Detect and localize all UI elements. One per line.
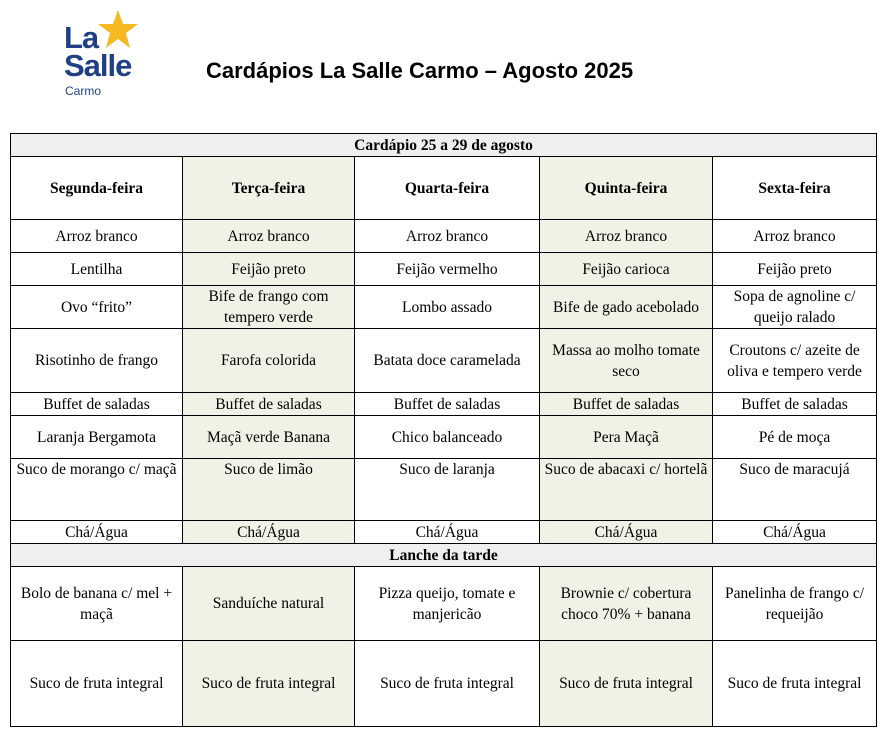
menu-cell: Buffet de saladas	[540, 393, 713, 416]
menu-cell: Suco de abacaxi c/ hortelã	[540, 459, 713, 521]
snack-section-row	[11, 544, 877, 567]
snack-section-title: Lanche da tarde	[11, 544, 877, 567]
menu-row	[11, 286, 877, 329]
la-salle-logo	[64, 8, 144, 100]
menu-cell: Buffet de saladas	[713, 393, 877, 416]
snack-cell: Suco de fruta integral	[713, 641, 877, 727]
menu-cell: Feijão carioca	[540, 253, 713, 286]
page-title: Cardápios La Salle Carmo – Agosto 2025	[206, 58, 634, 83]
menu-cell: Suco de laranja	[355, 459, 540, 521]
menu-row	[11, 220, 877, 253]
menu-cell: Sopa de agnoline c/ queijo ralado	[713, 286, 877, 329]
menu-cell: Risotinho de frango	[11, 329, 183, 393]
menu-cell: Arroz branco	[355, 220, 540, 253]
menu-cell: Lentilha	[11, 253, 183, 286]
day-header: Quinta-feira	[540, 157, 713, 220]
day-header: Quarta-feira	[355, 157, 540, 220]
day-header-row	[11, 157, 877, 220]
menu-cell: Buffet de saladas	[355, 393, 540, 416]
menu-row	[11, 459, 877, 521]
menu-cell: Batata doce caramelada	[355, 329, 540, 393]
menu-cell: Farofa colorida	[183, 329, 355, 393]
menu-cell: Feijão vermelho	[355, 253, 540, 286]
snack-row	[11, 567, 877, 641]
logo-line1: La	[64, 20, 99, 55]
menu-row	[11, 329, 877, 393]
menu-cell: Arroz branco	[183, 220, 355, 253]
snack-cell: Suco de fruta integral	[11, 641, 183, 727]
menu-cell: Arroz branco	[11, 220, 183, 253]
snack-cell: Pizza queijo, tomate e manjericão	[355, 567, 540, 641]
snack-cell: Bolo de banana c/ mel + maçã	[11, 567, 183, 641]
day-header: Segunda-feira	[11, 157, 183, 220]
menu-row	[11, 393, 877, 416]
menu-cell: Buffet de saladas	[183, 393, 355, 416]
snack-cell: Suco de fruta integral	[540, 641, 713, 727]
menu-cell: Chico balanceado	[355, 416, 540, 459]
menu-table	[10, 133, 877, 727]
menu-cell: Chá/Água	[713, 521, 877, 544]
menu-row	[11, 416, 877, 459]
snack-cell: Sanduíche natural	[183, 567, 355, 641]
menu-cell: Suco de morango c/ maçã	[11, 459, 183, 521]
snack-cell: Brownie c/ cobertura choco 70% + banana	[540, 567, 713, 641]
menu-cell: Pé de moça	[713, 416, 877, 459]
logo-wordmark	[64, 20, 132, 83]
logo-subtitle: Carmo	[65, 84, 102, 98]
menu-cell: Feijão preto	[713, 253, 877, 286]
snack-cell: Suco de fruta integral	[183, 641, 355, 727]
menu-cell: Feijão preto	[183, 253, 355, 286]
menu-cell: Laranja Bergamota	[11, 416, 183, 459]
snack-cell: Suco de fruta integral	[355, 641, 540, 727]
menu-cell: Arroz branco	[540, 220, 713, 253]
menu-cell: Suco de limão	[183, 459, 355, 521]
menu-cell: Bife de frango com tempero verde	[183, 286, 355, 329]
menu-cell: Ovo “frito”	[11, 286, 183, 329]
week-section-row	[11, 134, 877, 157]
menu-cell: Arroz branco	[713, 220, 877, 253]
menu-cell: Chá/Água	[355, 521, 540, 544]
snack-cell: Panelinha de frango c/ requeijão	[713, 567, 877, 641]
logo-line2: Salle	[64, 48, 132, 83]
menu-cell: Lombo assado	[355, 286, 540, 329]
day-header: Sexta-feira	[713, 157, 877, 220]
snack-row	[11, 641, 877, 727]
menu-cell: Chá/Água	[11, 521, 183, 544]
menu-row	[11, 521, 877, 544]
week-section-title: Cardápio 25 a 29 de agosto	[11, 134, 877, 157]
menu-cell: Buffet de saladas	[11, 393, 183, 416]
menu-cell: Bife de gado acebolado	[540, 286, 713, 329]
menu-cell: Chá/Água	[183, 521, 355, 544]
menu-cell: Maçã verde Banana	[183, 416, 355, 459]
menu-cell: Croutons c/ azeite de oliva e tempero verde	[713, 329, 877, 393]
menu-row	[11, 253, 877, 286]
menu-cell: Chá/Água	[540, 521, 713, 544]
menu-cell: Pera Maçã	[540, 416, 713, 459]
menu-cell: Suco de maracujá	[713, 459, 877, 521]
menu-cell: Massa ao molho tomate seco	[540, 329, 713, 393]
day-header: Terça-feira	[183, 157, 355, 220]
